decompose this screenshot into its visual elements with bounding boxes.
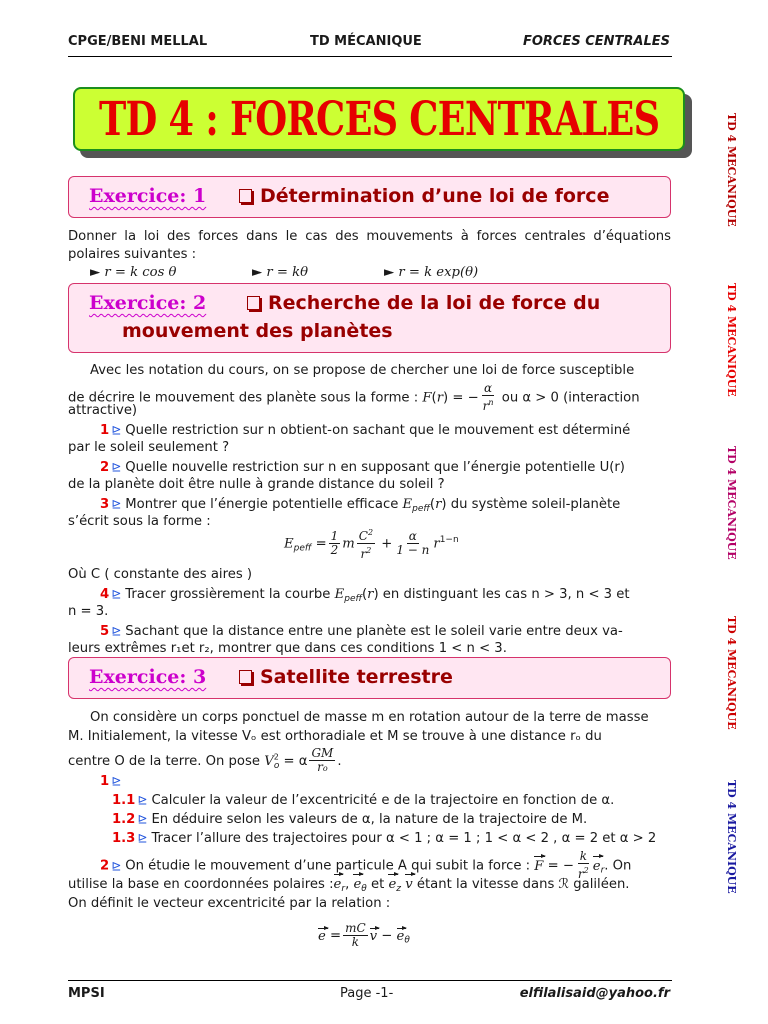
ex2-q3-b: s’écrit sous la forme : (68, 514, 211, 529)
ex3-intro-c: centre O de la terre. On pose $V^2_o = \alpha$ $\frac{GM}{ro}$ . (68, 746, 342, 774)
ex2-q4: 4 ⊵ Tracer grossièrement la courbe $E_{peff}(r)$ en distinguant les cas n > 3, n < 3 et (100, 587, 630, 604)
exercise-1-title: Détermination d’une loi de force (239, 185, 609, 207)
footer-rule (68, 980, 672, 981)
ex2-q1-b: par le soleil seulement ? (68, 440, 230, 455)
ex2-intro-d: attractive) (68, 403, 138, 418)
author-email: elfilalisaid@yahoo.fr (519, 986, 670, 1001)
exercise-1-text: Donner la loi des forces dans le cas des mouvements à forces centrales d’équations polaires suivantes : (68, 229, 671, 262)
footer-class: MPSI (68, 986, 105, 1001)
exercise-2-header (68, 283, 671, 353)
ex2-q2-b: de la planète doit être nulle à grande distance du soleil ? (68, 477, 445, 492)
ex3-q2-c: On définit le vecteur excentricité par la relation : (68, 896, 391, 911)
ex3-q2-b: utilise la base en coordonnées polaires $:e_r$, $e_\theta$ et $e_z$ v étant la vitesse dans ℛ galiléen. (68, 877, 630, 894)
header-school: CPGE/BENI MELLAL (68, 34, 208, 49)
ex3-intro-a: On considère un corps ponctuel de masse m en rotation autour de la terre de masse (90, 710, 649, 725)
exercise-2-label: Exercice: 2 (89, 292, 207, 314)
force-fraction: $\frac{\alpha}{r^n}$ (482, 381, 494, 413)
exercise-3-label: Exercice: 3 (89, 666, 207, 688)
header-rule (68, 56, 672, 57)
exercise-2-title: Recherche de la loi de force du (247, 292, 600, 314)
exercise-3-header (68, 657, 671, 699)
page-footer (68, 986, 672, 1004)
header-subject: TD MÉCANIQUE (310, 34, 422, 49)
ex2-q1: 1 ⊵ Quelle restriction sur n obtient-on sachant que le mouvement est déterminé (100, 423, 631, 438)
checkbox-icon (247, 296, 260, 310)
page-header (68, 34, 672, 52)
ex3-q1: 1 ⊵ (100, 774, 122, 789)
exercise-1-label: Exercice: 1 (89, 185, 207, 207)
ex3-q2: 2 ⊵ On étudie le mouvement d’une particule A qui subit la force : F = − $\frac{k}{r^2}$ $e_r$. On (100, 849, 632, 881)
side-label-2: TD 4 MECANIQUE (725, 283, 738, 397)
ex3-q11: 1.1 ⊵ Calculer la valeur de l’excentricité e de la trajectoire en fonction de α. (112, 793, 615, 808)
ex2-note: Où C ( constante des aires ) (68, 567, 253, 582)
eccentricity-equation: e = $\frac{mC}{k}$ $v - e_\theta$ (318, 921, 410, 949)
ex2-intro-a: Avec les notation du cours, on se propose de chercher une loi de force susceptible (90, 363, 635, 378)
case-2: ► r = kθ (252, 265, 309, 280)
ex2-intro-b: de décrire le mouvement des planète sous la forme : F(r) = − $\frac{\alpha}{r^n}$ ou α > 0 (interaction (68, 381, 640, 413)
checkbox-icon (239, 189, 252, 203)
ex3-q12: 1.2 ⊵ En déduire selon les valeurs de α, la nature de la trajectoire de M. (112, 812, 588, 827)
side-label-5: TD 4 MECANIQUE (725, 780, 738, 894)
case-1: ► r = k cos θ (90, 265, 177, 280)
page-number: Page -1- (340, 986, 394, 1001)
side-label-1: TD 4 MECANIQUE (725, 113, 738, 227)
ex2-q2: 2 ⊵ Quelle nouvelle restriction sur n en supposant que l’énergie potentielle U(r) (100, 460, 625, 475)
side-label-3: TD 4 MECANIQUE (725, 446, 738, 560)
ex3-q13: 1.3 ⊵ Tracer l’allure des trajectoires pour α < 1 ; α = 1 ; 1 < α < 2 , α = 2 et α > 2 (112, 831, 657, 846)
exercise-3-title: Satellite terrestre (239, 666, 453, 688)
ex2-q5: 5 ⊵ Sachant que la distance entre une planète est le soleil varie entre deux va- (100, 624, 623, 639)
ex2-q3: 3 ⊵ Montrer que l’énergie potentielle efficace $E_{peff}(r)$ du système soleil-planète (100, 497, 621, 514)
checkbox-icon (239, 670, 252, 684)
side-label-4: TD 4 MECANIQUE (725, 616, 738, 730)
exercise-2-title-2: mouvement des planètes (122, 320, 393, 342)
page-title: TD 4 : FORCES CENTRALES (98, 91, 660, 147)
ex2-q4-b: n = 3. (68, 604, 109, 619)
ex2-q5-b: leurs extrêmes r₁et r₂, montrer que dans ces conditions 1 < n < 3. (68, 641, 507, 656)
effective-energy-equation: $E_{peff}$ = $\frac{1}{2}$ m $\frac{C^2}{r^2}$ + $\frac{\alpha}{1 - n}$ $r^{1-n}$ (284, 528, 459, 561)
ex3-intro-b: M. Initialement, la vitesse Vₒ est orthoradiale et M se trouve à une distance rₒ du (68, 729, 602, 744)
header-chapter: FORCES CENTRALES (522, 34, 670, 49)
title-banner (73, 87, 685, 151)
case-3: ► r = k exp(θ) (384, 265, 479, 280)
exercise-1-header (68, 176, 671, 218)
